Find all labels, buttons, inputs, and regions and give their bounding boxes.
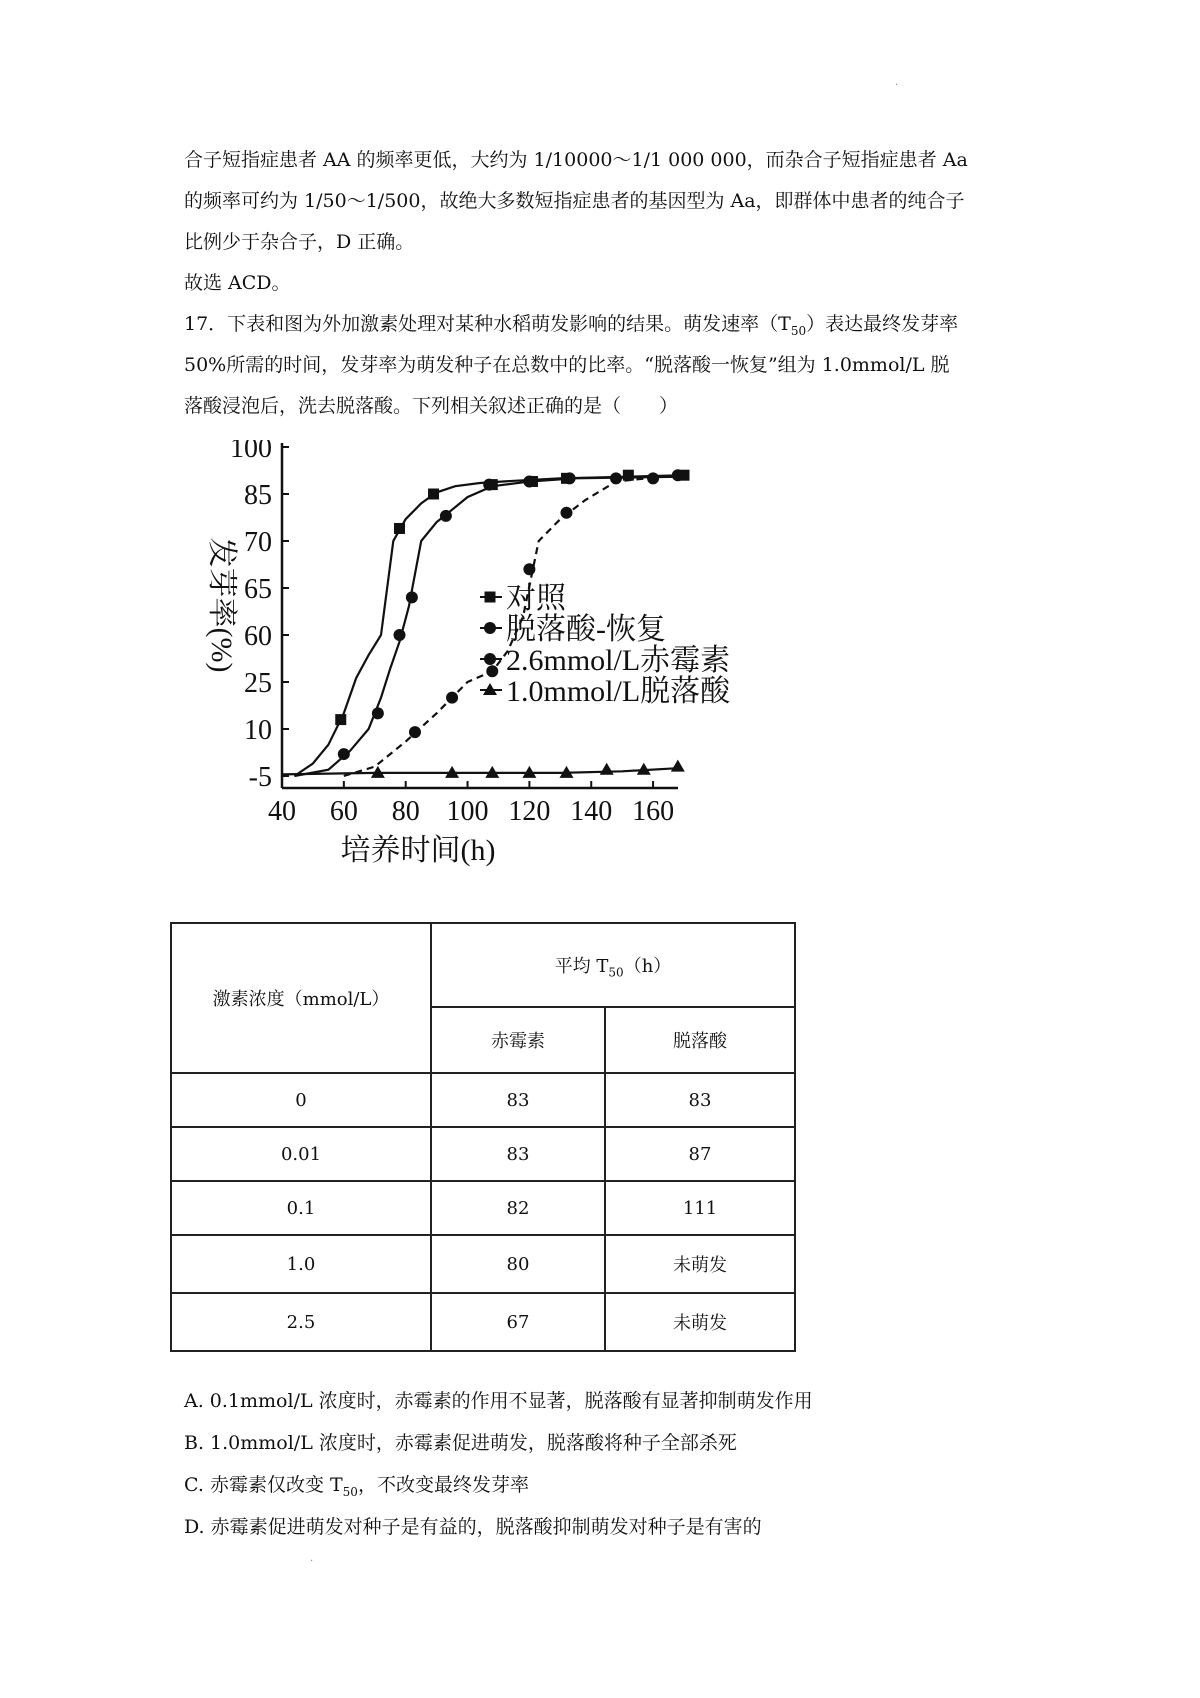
cell-concentration: 0 [171, 1073, 431, 1127]
cell-concentration: 2.5 [171, 1293, 431, 1351]
option-a: A. 0.1mmol/L 浓度时，赤霉素的作用不显著，脱落酸有显著抑制萌发作用 [184, 1390, 813, 1412]
cell-concentration: 0.01 [171, 1127, 431, 1181]
cell-concentration: 0.1 [171, 1181, 431, 1235]
table-row [171, 1127, 795, 1181]
y-tick-label: 100 [230, 440, 272, 464]
data-point [394, 629, 406, 641]
x-tick-label: 120 [508, 796, 551, 827]
cell-abscisic-acid: 未萌发 [605, 1293, 795, 1351]
option-c [184, 1464, 1034, 1506]
data-point [372, 707, 384, 719]
legend-label: 2.6mmol/L赤霉素 [506, 644, 731, 677]
data-point [523, 475, 535, 487]
y-tick-label: 10 [244, 715, 272, 746]
data-point [486, 665, 498, 677]
data-point [428, 489, 439, 500]
x-tick-label: 140 [570, 796, 613, 827]
question-line: 落酸浸泡后，洗去脱落酸。下列相关叙述正确的是（ ） [184, 395, 679, 417]
cell-gibberellin: 83 [431, 1127, 605, 1181]
header-abscisic-acid: 脱落酸 [605, 1007, 795, 1073]
cell-concentration: 1.0 [171, 1235, 431, 1293]
legend-label: 脱落酸-恢复 [506, 613, 666, 646]
x-tick-label: 60 [329, 796, 358, 827]
option-text: C. 赤霉素仅改变 T [184, 1474, 343, 1496]
data-point [600, 763, 614, 775]
legend-label: 1.0mmol/L脱落酸 [506, 675, 731, 708]
header-gibberellin: 赤霉素 [431, 1007, 605, 1073]
legend-label: 对照 [506, 582, 566, 615]
data-point [564, 472, 576, 484]
text-line: 故选 ACD。 [184, 272, 291, 294]
y-tick-label: 25 [244, 668, 272, 699]
answer-options [184, 1380, 1034, 1548]
subscript: 50 [608, 965, 624, 980]
page-mark-top: · [895, 80, 899, 91]
table-row [171, 1181, 795, 1235]
question-17 [184, 304, 1034, 427]
cell-gibberellin: 80 [431, 1235, 605, 1293]
x-tick-label: 80 [391, 796, 420, 827]
legend-marker [485, 592, 496, 603]
data-point [523, 563, 535, 575]
cell-abscisic-acid: 111 [605, 1181, 795, 1235]
y-tick-label: 85 [244, 480, 272, 511]
y-tick-label: 70 [244, 527, 272, 558]
cell-abscisic-acid: 未萌发 [605, 1235, 795, 1293]
table-row [171, 1235, 795, 1293]
x-tick-label: 160 [632, 796, 675, 827]
data-point [672, 469, 684, 481]
text-line: 的频率可约为 1/50～1/500，故绝大多数短指症患者的基因型为 Aa，即群体中患者的纯合子 [184, 190, 965, 212]
previous-answer [184, 140, 1034, 304]
data-point [409, 726, 421, 738]
table-row [171, 1293, 795, 1351]
text-line: 合子短指症患者 AA 的频率更低，大约为 1/10000～1/1 000 000，而杂合子短指症患者 Aa [184, 149, 968, 171]
y-tick-label: 65 [244, 574, 272, 605]
cell-gibberellin: 67 [431, 1293, 605, 1351]
header-text: （h） [623, 956, 672, 977]
hormone-table [170, 922, 796, 1352]
data-point [440, 510, 452, 522]
cell-gibberellin: 82 [431, 1181, 605, 1235]
question-text: 17．下表和图为外加激素处理对某种水稻萌发影响的结果。萌发速率（T [184, 313, 791, 335]
y-axis-label: 发芽率(%) [205, 537, 238, 673]
chart-legend [480, 582, 731, 708]
cell-abscisic-acid: 87 [605, 1127, 795, 1181]
cell-abscisic-acid: 83 [605, 1073, 795, 1127]
question-text: ）表达最终发芽率 [806, 313, 959, 335]
option-d: D. 赤霉素促进萌发对种子是有益的，脱落酸抑制萌发对种子是有害的 [184, 1516, 762, 1538]
data-point [335, 714, 346, 725]
data-point [610, 472, 622, 484]
subscript: 50 [790, 323, 807, 338]
data-point [394, 523, 405, 534]
question-line [184, 304, 1034, 345]
subscript: 50 [342, 1484, 358, 1499]
data-point [623, 470, 634, 481]
table-body [171, 1073, 795, 1351]
y-tick-label: 60 [244, 621, 272, 652]
option-b: B. 1.0mmol/L 浓度时，赤霉素促进萌发，脱落酸将种子全部杀死 [184, 1432, 737, 1454]
table-row [171, 1073, 795, 1127]
page-mark-bottom: · [310, 1556, 314, 1567]
data-point [647, 472, 659, 484]
data-point [406, 591, 418, 603]
data-point [446, 692, 458, 704]
data-point [671, 760, 685, 772]
x-axis-label: 培养时间(h) [340, 834, 496, 867]
x-tick-label: 40 [268, 796, 296, 827]
series-line [282, 768, 678, 774]
question-line: 50%所需的时间，发芽率为萌发种子在总数中的比率。“脱落酸一恢复”组为 1.0mmol/L 脱 [184, 354, 950, 376]
data-point [560, 507, 572, 519]
data-point [483, 479, 495, 491]
data-point [338, 748, 350, 760]
text-line: 比例少于杂合子，D 正确。 [184, 231, 415, 253]
x-tick-label: 100 [446, 796, 489, 827]
germination-chart [186, 440, 826, 880]
header-text: 平均 T [554, 956, 609, 977]
legend-marker [484, 653, 496, 665]
cell-gibberellin: 83 [431, 1073, 605, 1127]
y-tick-label: -5 [248, 762, 272, 793]
header-average-t50 [431, 923, 795, 1007]
header-concentration: 激素浓度（mmol/L） [171, 923, 431, 1073]
legend-marker [484, 622, 496, 634]
option-text: ，不改变最终发芽率 [357, 1474, 529, 1496]
